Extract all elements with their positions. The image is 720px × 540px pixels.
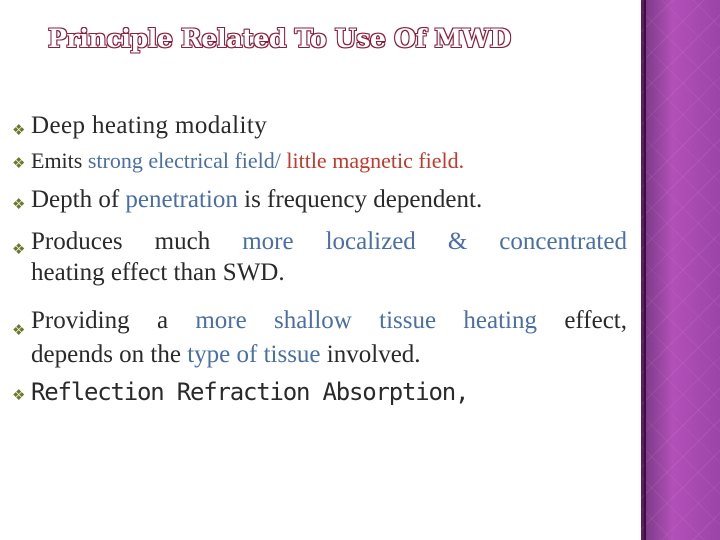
word: Produces xyxy=(31,228,123,255)
bullet-text xyxy=(31,186,627,214)
word: more xyxy=(242,228,294,255)
bullet-text xyxy=(31,148,627,174)
bullet-item xyxy=(12,186,627,218)
word: & xyxy=(447,228,468,255)
diamond-bullet-icon: ❖ xyxy=(12,386,26,404)
text-run-highlight: type of tissue xyxy=(187,341,321,368)
text-run: is frequency dependent. xyxy=(237,186,483,213)
diamond-bullet-icon: ❖ xyxy=(12,195,26,213)
decorative-sidebar xyxy=(641,0,720,540)
line-2: heating effect than SWD. xyxy=(31,259,285,286)
text-run: depends on the xyxy=(31,341,188,368)
diamond-bullet-icon: ❖ xyxy=(12,154,26,172)
word: tissue xyxy=(379,307,437,334)
word: more xyxy=(195,307,247,334)
text-run-highlight: strong electrical field/ xyxy=(87,148,287,173)
text-run: involved. xyxy=(320,341,421,368)
word: Providing xyxy=(31,307,130,334)
word: localized xyxy=(325,228,416,255)
bullet-text: Reflection Refraction Absorption, xyxy=(31,378,469,406)
word: much xyxy=(154,228,211,255)
word: concentrated xyxy=(499,228,627,255)
sidebar-pattern xyxy=(641,0,720,540)
bullet-item xyxy=(12,226,627,290)
bullet-item xyxy=(12,378,627,410)
bullet-text xyxy=(31,226,627,288)
text-run-highlight: penetration xyxy=(125,186,238,213)
justified-line xyxy=(31,226,627,257)
text-run: Depth of xyxy=(31,186,126,213)
diamond-bullet-icon: ❖ xyxy=(12,240,26,258)
word: a xyxy=(156,307,169,334)
line-2 xyxy=(31,338,627,372)
slide-title: Principle Related To Use Of MWD xyxy=(48,24,511,53)
bullet-item xyxy=(12,304,627,368)
text-run: Emits xyxy=(31,148,88,173)
justified-line xyxy=(31,304,627,338)
diamond-bullet-icon: ❖ xyxy=(12,321,26,339)
text-run-accent: little magnetic field. xyxy=(286,148,465,173)
word: heating xyxy=(463,307,537,334)
word: shallow xyxy=(274,307,352,334)
bullet-text: Deep heating modality xyxy=(31,112,268,139)
word: effect, xyxy=(564,307,627,334)
diamond-bullet-icon: ❖ xyxy=(12,121,26,139)
bullet-item xyxy=(12,148,627,176)
bullet-item xyxy=(12,112,627,142)
bullet-text xyxy=(31,304,627,372)
